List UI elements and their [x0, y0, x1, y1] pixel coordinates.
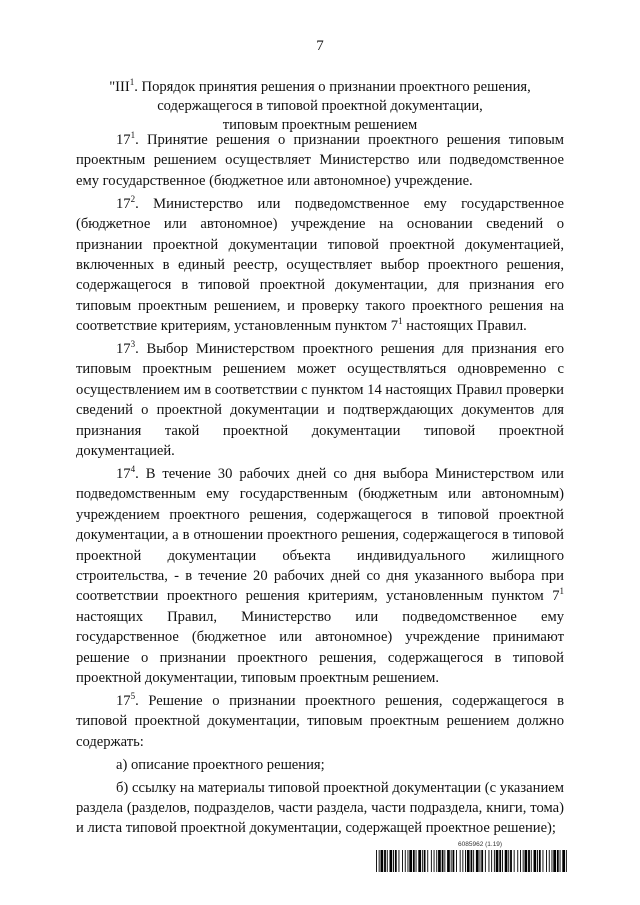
paragraph-17-4: $17^4$. В течение 30 рабочих дней со дня выбора Министерством или подведомственным ему государственным (бюджетным или автономным) учреждением проектного решения, содержащегося в типовой проектной документации, а в отношении проектного решения, содержащегося в типовой проектной документации объекта индивидуального жилищного строительства, - в течение 20 рабочих дней со дня указанного выбора при соответствии проектного решения критериям, установленным пунктом $7^1$ настоящих Правил, Министерство или подведомственное ему государственное (бюджетное или автономное) учреждение принимают решение о признании проектного решения, содержащегося в типовой проектной документации, типовым проектным решением.	[76, 464, 564, 687]
paragraph-17-2: $17^2$. Министерство или подведомственное ему государственное (бюджетное или автономное) учреждение на основании сведений о признании проектной документации типовой проектной документацией, включенных в единый реестр, осуществляет выбор проектного решения, содержащегося в типовой проектной документации, для признания его типовым проектным решением, и проверку такого проектного решения на соответствие критериям, установленным пунктом $7^1$ настоящих Правил.	[76, 193, 564, 335]
list-item-a: а) описание проектного решения;	[116, 756, 325, 773]
barcode-icon	[376, 850, 567, 872]
paragraph-17-5: $17^5$. Решение о признании проектного решения, содержащегося в типовой проектной документации, типовым проектным решением должно содержать:	[76, 690, 564, 750]
document-body	[76, 130, 564, 841]
document-code: 6085962 (1.19)	[458, 841, 503, 848]
list-item-b: б) ссылку на материалы типовой проектной документации (с указанием раздела (разделов, подразделов, части раздела, части подраздела, книги, тома) и листа типовой проектной документации, содержащей проектное решение);	[76, 779, 564, 837]
page-number: 7	[316, 38, 324, 54]
paragraph-17-1: $17^1$. Принятие решения о признании проектного решения типовым проектным решением осуществляет Министерство или подведомственное ему государственное (бюджетное или автономное) учреждение.	[76, 130, 564, 189]
paragraph-17-3: $17^3$. Выбор Министерством проектного решения для признания его типовым проектным решением может осуществляться одновременно с осуществлением им в соответствии с пунктом 14 настоящих Правил проверки сведений о проектной документации и подтверждающих документов для признания такой проектной документации типовой проектной документацией.	[76, 339, 564, 460]
section-heading: "III$^1$. Порядок принятия решения о признании проектного решения, содержащегося в типовой проектной документации, типовым проектным решением	[109, 77, 531, 133]
